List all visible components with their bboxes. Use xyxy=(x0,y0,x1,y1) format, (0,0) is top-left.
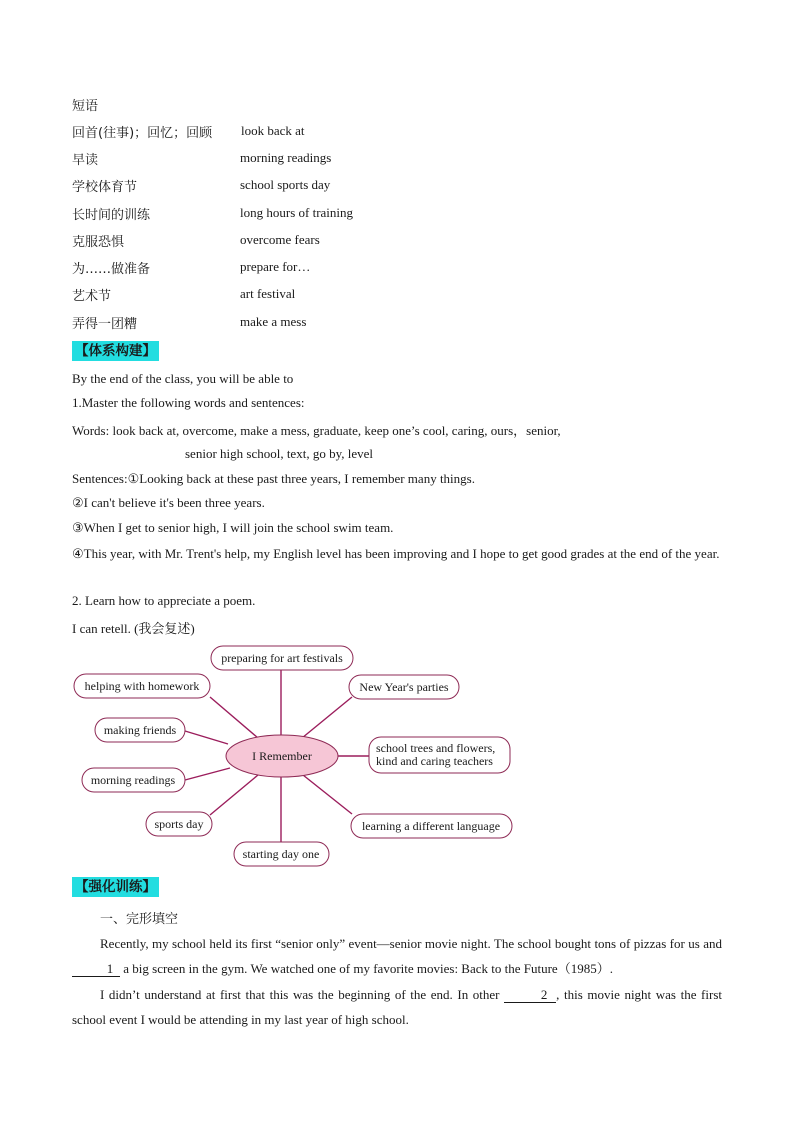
node-top-label: preparing for art festivals xyxy=(221,651,343,665)
node-right-1-label-2: kind and caring teachers xyxy=(376,754,493,768)
section-title-practice: 【强化训练】 xyxy=(72,877,159,897)
paragraph-text: a big screen in the gym. We watched one of my favorite movies: Back to the Future（1985）. xyxy=(123,961,613,976)
cloze-heading: 一、完形填空 xyxy=(100,912,179,927)
cloze-paragraph-2 xyxy=(72,982,722,1032)
retell-label: I can retell. (我会复述) xyxy=(72,621,195,636)
phrase-en: morning readings xyxy=(240,150,332,165)
node-left-2-label: morning readings xyxy=(90,773,176,787)
sentence-text: Looking back at these past three years, I remember many things. xyxy=(139,471,475,486)
phrase-en: make a mess xyxy=(240,314,307,329)
node-right-1-label-1: school trees and flowers, xyxy=(376,741,496,755)
phrase-en: look back at xyxy=(241,123,305,138)
paragraph-text: , this movie night was the first school event I would be attending in my last year of high school. xyxy=(72,987,723,1027)
paragraph-text: Recently, my school held its first “senior only” event—senior movie night. The school bought tons of pizzas for us and xyxy=(100,936,722,951)
phrase-cn: 学校体育节 xyxy=(72,180,138,195)
paragraph-text: I didn’t understand at first that this was the beginning of the end. In other xyxy=(100,987,500,1002)
cloze-paragraph-1 xyxy=(72,931,722,981)
sentence-number: ④ xyxy=(72,546,84,561)
sentence-number: ③ xyxy=(72,520,84,535)
sentence-text: I can't believe it's been three years. xyxy=(83,495,265,510)
sentence-number: ① xyxy=(127,471,140,486)
phrase-cn: 回首(往事)；回忆；回顾 xyxy=(72,126,213,141)
phrase-cn: 艺术节 xyxy=(72,289,112,304)
node-bottom-label: starting day one xyxy=(242,847,320,861)
phrase-en: prepare for… xyxy=(240,259,311,274)
node-upper-right-label: New Year's parties xyxy=(359,680,449,694)
sentence-number: ② xyxy=(72,495,84,510)
sentence-text: This year, with Mr. Trent's help, my English level has been improving and I hope to get good grades at the end of the year. xyxy=(83,546,720,561)
phrase-cn: 早读 xyxy=(72,153,99,168)
phrase-en: overcome fears xyxy=(240,232,320,247)
phrase-cn: 克服恐惧 xyxy=(72,235,125,250)
objective-1: 1.Master the following words and sentences: xyxy=(72,395,305,410)
node-upper-left-label: helping with homework xyxy=(84,679,200,693)
phrase-en: art festival xyxy=(240,286,296,301)
node-lower-right-label: learning a different language xyxy=(361,819,501,833)
words-line-2: senior high school, text, go by, level xyxy=(185,446,373,461)
phrases-heading: 短语 xyxy=(72,99,99,114)
intro-text: By the end of the class, you will be able to xyxy=(72,371,294,386)
blank-2[interactable]: 2 xyxy=(504,988,556,1003)
phrase-cn: 为……做准备 xyxy=(72,262,151,277)
node-left-1-label: making friends xyxy=(103,723,177,737)
sentence-text: When I get to senior high, I will join the school swim team. xyxy=(83,520,394,535)
section-title-system: 【体系构建】 xyxy=(72,341,159,361)
blank-1[interactable]: 1 xyxy=(72,962,120,977)
node-lower-left-label: sports day xyxy=(154,817,204,831)
center-label: I Remember xyxy=(252,749,312,763)
objective-2: 2. Learn how to appreciate a poem. xyxy=(72,593,256,608)
words-line-1: Words: look back at, overcome, make a mess, graduate, keep one’s cool, caring, ours，senior, xyxy=(72,423,561,438)
phrase-cn: 弄得一团糟 xyxy=(72,317,138,332)
sentences-label: Sentences: xyxy=(72,471,128,486)
phrase-cn: 长时间的训练 xyxy=(72,208,151,223)
phrase-en: school sports day xyxy=(240,177,331,192)
phrase-en: long hours of training xyxy=(240,205,354,220)
